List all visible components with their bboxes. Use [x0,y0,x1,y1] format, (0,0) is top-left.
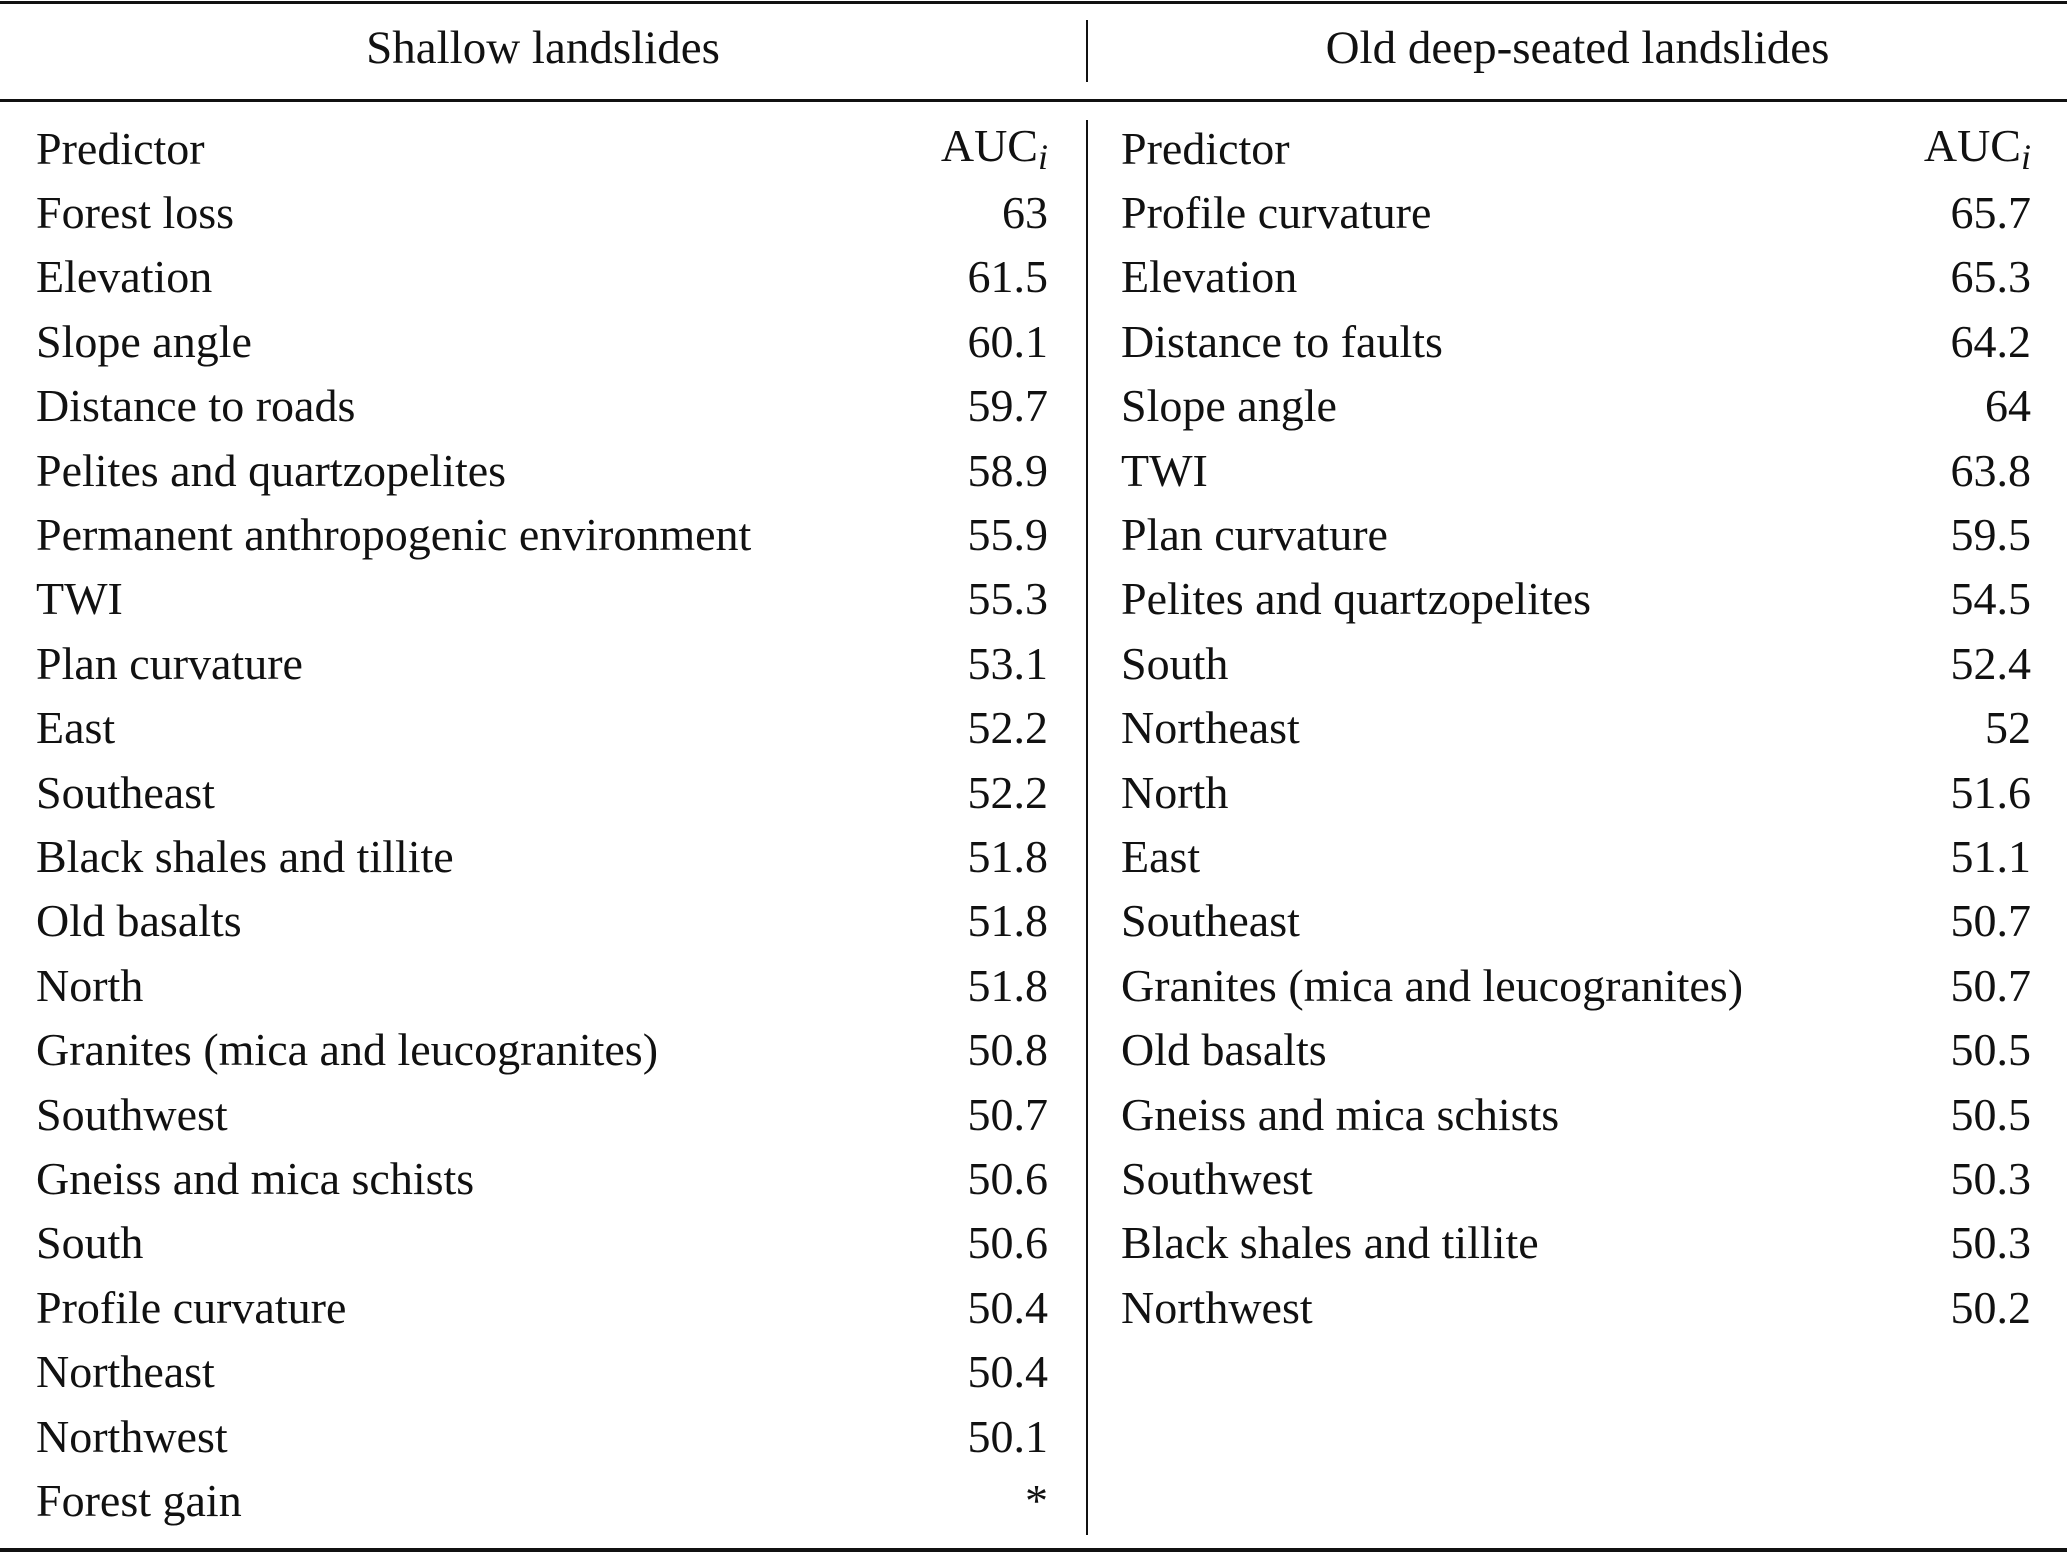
predictor-name: Elevation [1121,251,1298,303]
auc-value: 51.1 [1950,830,2031,882]
table-row [36,245,1048,309]
auc-value: 50.4 [967,1346,1048,1398]
predictor-name: Northwest [1121,1281,1313,1333]
auc-value: 52.4 [1950,637,2031,689]
auc-value: 50.7 [967,1088,1048,1140]
auc-value: 50.3 [1950,1152,2031,1204]
table-row [36,1146,1048,1210]
predictor-header: Predictor [36,122,205,174]
auc-header-text: AUC [1923,119,2021,171]
table-row [36,1082,1048,1146]
table-row [1121,889,2031,953]
table-row [36,502,1048,566]
auc-value: 55.3 [967,573,1048,625]
predictor-name: Slope angle [1121,380,1337,432]
predictor-name: Pelites and quartzopelites [36,444,507,496]
table-row [36,309,1048,373]
predictor-name: Old basalts [1121,1024,1327,1076]
bottom-rule [0,1548,2067,1552]
auc-value: 50.4 [967,1281,1048,1333]
table-row [36,180,1048,244]
predictor-name: Southeast [36,766,215,818]
predictor-name: Elevation [36,251,213,303]
table-row [36,1468,1048,1532]
auc-value: 50.5 [1950,1088,2031,1140]
table-row [1121,1146,2031,1210]
table-row [1121,696,2031,760]
predictor-name: TWI [36,573,123,625]
group-title-deep-seated: Old deep-seated landslides [1325,22,1830,74]
auc-value: 65.3 [1950,251,2031,303]
auc-value: 65.7 [1950,187,2031,239]
table-row [1121,953,2031,1017]
auc-value: 54.5 [1950,573,2031,625]
predictor-name: Black shales and tillite [36,830,454,882]
predictor-name: Distance to faults [1121,315,1443,367]
table-row [36,824,1048,888]
predictor-name: Southeast [1121,895,1300,947]
predictor-name: South [1121,637,1229,689]
auc-header-subscript: i [1037,136,1048,177]
auc-header [1924,119,2031,178]
table-row [36,438,1048,502]
shallow-landslides-column [36,116,1048,1533]
auc-value: 59.5 [1950,509,2031,561]
table-row [1121,374,2031,438]
auc-value: 50.5 [1950,1024,2031,1076]
auc-value: 60.1 [967,315,1048,367]
table-row [1121,1082,2031,1146]
auc-value: 51.6 [1950,766,2031,818]
table-row [36,1404,1048,1468]
predictor-name: Northwest [36,1410,228,1462]
table-row [36,631,1048,695]
auc-value: 53.1 [967,637,1048,689]
predictor-name: East [1121,830,1201,882]
predictor-name: North [36,959,144,1011]
predictor-name: South [36,1217,144,1269]
auc-value: 50.6 [967,1152,1048,1204]
table-row [1121,180,2031,244]
table-row [1121,631,2031,695]
header-rule [0,99,2067,102]
predictor-name: Gneiss and mica schists [36,1152,475,1204]
auc-value: 50.1 [967,1410,1048,1462]
table-row [1121,1275,2031,1339]
table-row [36,1275,1048,1339]
table-row [1121,245,2031,309]
predictor-name: Granites (mica and leucogranites) [36,1024,659,1076]
predictor-name: Profile curvature [36,1281,347,1333]
table-row [36,696,1048,760]
deep-seated-landslides-column [1121,116,2031,1339]
auc-value: 52.2 [967,702,1048,754]
table-row [36,1339,1048,1403]
auc-value: 55.9 [967,509,1048,561]
auc-header [941,119,1048,178]
predictor-name: Pelites and quartzopelites [1121,573,1592,625]
table-row [1121,1211,2031,1275]
column-header-row [1121,116,2031,180]
table-row [36,567,1048,631]
predictor-name: Forest gain [36,1474,242,1526]
table-row [1121,502,2031,566]
table-row [36,953,1048,1017]
auc-value: 50.3 [1950,1217,2031,1269]
predictor-name: Permanent anthropogenic environment [36,509,752,561]
predictor-name: Old basalts [36,895,242,947]
predictor-name: TWI [1121,444,1208,496]
predictor-name: Southwest [36,1088,228,1140]
auc-value: 50.7 [1950,959,2031,1011]
predictor-name: Forest loss [36,187,235,239]
auc-value: * [1025,1474,1048,1526]
auc-value: 50.7 [1950,895,2031,947]
auc-value: 61.5 [967,251,1048,303]
auc-value: 51.8 [967,830,1048,882]
predictor-name: North [1121,766,1229,818]
table-row [1121,438,2031,502]
predictor-name: Plan curvature [36,637,303,689]
predictor-name: Southwest [1121,1152,1313,1204]
predictor-name: Plan curvature [1121,509,1388,561]
predictor-name: Black shales and tillite [1121,1217,1539,1269]
auc-value: 50.2 [1950,1281,2031,1333]
predictor-header: Predictor [1121,122,1290,174]
table-row [36,1017,1048,1081]
table-row [36,760,1048,824]
table-row [36,1211,1048,1275]
table-row [1121,760,2031,824]
auc-header-text: AUC [940,119,1038,171]
column-separator [1086,120,1088,1535]
top-rule [0,1,2067,4]
group-title-shallow: Shallow landslides [366,22,720,74]
predictor-name: Granites (mica and leucogranites) [1121,959,1744,1011]
auc-value: 64.2 [1950,315,2031,367]
auc-value: 59.7 [967,380,1048,432]
auc-value: 50.6 [967,1217,1048,1269]
predictor-name: Northeast [36,1346,215,1398]
auc-value: 52 [1985,702,2031,754]
auc-value: 64 [1985,380,2031,432]
predictor-name: Distance to roads [36,380,356,432]
auc-value: 51.8 [967,959,1048,1011]
table-row [36,889,1048,953]
predictor-name: Gneiss and mica schists [1121,1088,1560,1140]
auc-value: 63.8 [1950,444,2031,496]
table-row [1121,824,2031,888]
table-row [36,374,1048,438]
predictor-name: Slope angle [36,315,252,367]
auc-value: 58.9 [967,444,1048,496]
auc-header-subscript: i [2020,136,2031,177]
predictor-name: Northeast [1121,702,1300,754]
auc-value: 52.2 [967,766,1048,818]
column-header-row [36,116,1048,180]
auc-value: 51.8 [967,895,1048,947]
table-row [1121,309,2031,373]
auc-value: 50.8 [967,1024,1048,1076]
table-row [1121,1017,2031,1081]
predictor-name: East [36,702,116,754]
predictor-name: Profile curvature [1121,187,1432,239]
auc-value: 63 [1002,187,1048,239]
table-row [1121,567,2031,631]
